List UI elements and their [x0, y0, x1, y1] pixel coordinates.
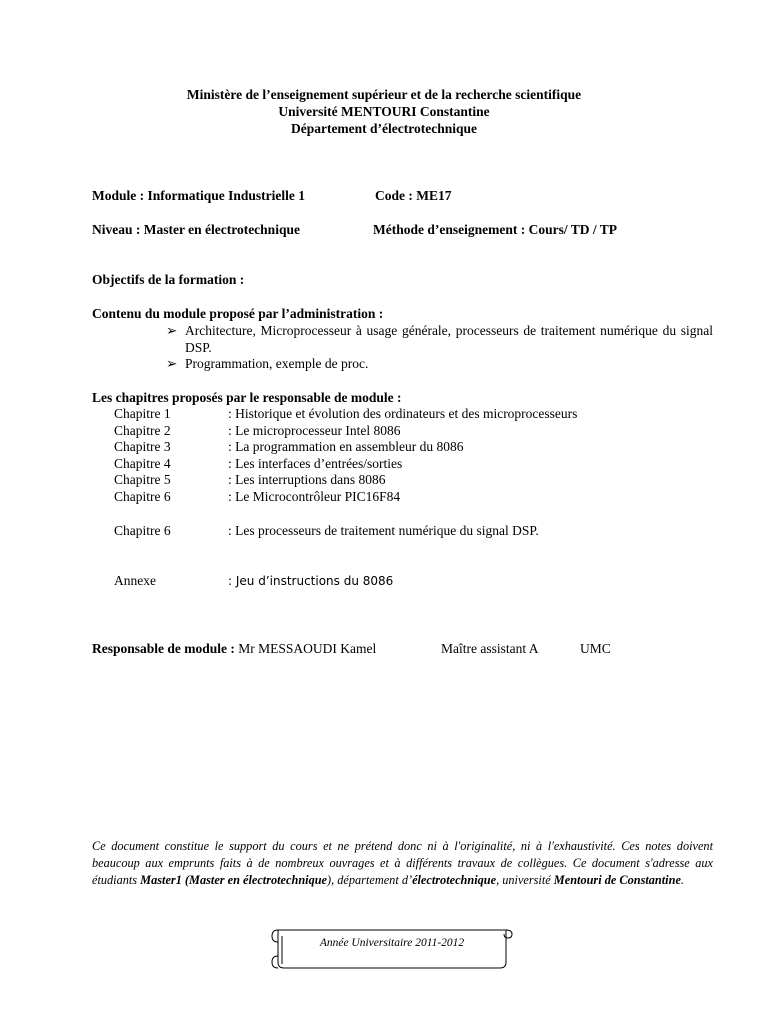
responsable-label: Responsable de module : [92, 641, 235, 656]
ministry-line: Ministère de l’enseignement supérieur et de la recherche scientifique [186, 87, 582, 102]
niveau: Niveau : Master en électrotechnique [92, 222, 300, 237]
chapitres-title: Les chapitres proposés par le responsable de module : [92, 390, 402, 405]
department-line: Département d’électrotechnique [290, 121, 478, 136]
chapter-label: Chapitre 6 [114, 489, 171, 504]
chapter-title: : Les interfaces d’entrées/sorties [228, 456, 403, 471]
module-name: Module : Informatique Industrielle 1 [92, 188, 306, 203]
arrow-bullet-icon: ➢ [166, 356, 178, 371]
institution-header [0, 86, 768, 137]
university-line: Université MENTOURI Constantine [278, 104, 490, 119]
chapter-title: : Les interruptions dans 8086 [228, 472, 386, 487]
annexe-title: : Jeu d’instructions du 8086 [228, 574, 394, 588]
disclaimer-text: ), département d’ [327, 873, 413, 887]
chapter-label: Chapitre 4 [114, 456, 171, 471]
academic-year: Année Universitaire 2011-2012 [319, 937, 465, 949]
contenu-item-1: Architecture, Microprocesseur à usage générale, processeurs de traitement numérique du signal DSP. [185, 323, 713, 355]
chapter-title: : Le Microcontrôleur PIC16F84 [228, 489, 401, 504]
chapter-label: Chapitre 1 [114, 406, 171, 421]
objectifs-title: Objectifs de la formation : [92, 272, 245, 287]
annexe-label: Annexe [114, 573, 156, 588]
chapter-label: Chapitre 3 [114, 439, 171, 454]
disclaimer-text: , université [496, 873, 554, 887]
disclaimer-bold: Master1 [140, 873, 182, 887]
chapter-title: : Le microprocesseur Intel 8086 [228, 423, 401, 438]
disclaimer-paragraph [92, 838, 713, 889]
disclaimer-bold: Mentouri de Constantine [553, 873, 681, 887]
chapter-title: : Les processeurs de traitement numérique du signal DSP. [228, 523, 539, 538]
disclaimer-bold: électrotechnique [412, 873, 497, 887]
chapter-title: : La programmation en assembleur du 8086 [228, 439, 464, 454]
disclaimer-text: Ce document constitue le support du cours et ne prétend donc ni à l'originalité, ni à l'exhaustivité. Ces notes doivent beaucoup aux emprunts faits à de nombreux ouvrages et à différents travaux de collègues. Ce document s'adresse aux étudiants [92, 839, 713, 887]
chapter-label: Chapitre 2 [114, 423, 171, 438]
chapter-label: Chapitre 5 [114, 472, 171, 487]
chapter-label: Chapitre 6 [114, 523, 171, 538]
methode: Méthode d’enseignement : Cours/ TD / TP [373, 222, 617, 237]
responsable-line [92, 640, 376, 657]
responsable-institution: UMC [580, 641, 611, 656]
contenu-item-2: Programmation, exemple de proc. [185, 356, 369, 371]
disclaimer-text: . [680, 873, 684, 887]
disclaimer-bold: ( [181, 873, 190, 887]
module-code: Code : ME17 [375, 188, 452, 203]
responsable-name: Mr MESSAOUDI Kamel [238, 641, 377, 656]
disclaimer-bold: Master en électrotechnique [189, 873, 328, 887]
chapter-title: : Historique et évolution des ordinateurs et des microprocesseurs [228, 406, 578, 421]
responsable-grade: Maître assistant A [441, 641, 539, 656]
arrow-bullet-icon: ➢ [166, 323, 178, 338]
contenu-title: Contenu du module proposé par l’administration : [92, 306, 384, 321]
